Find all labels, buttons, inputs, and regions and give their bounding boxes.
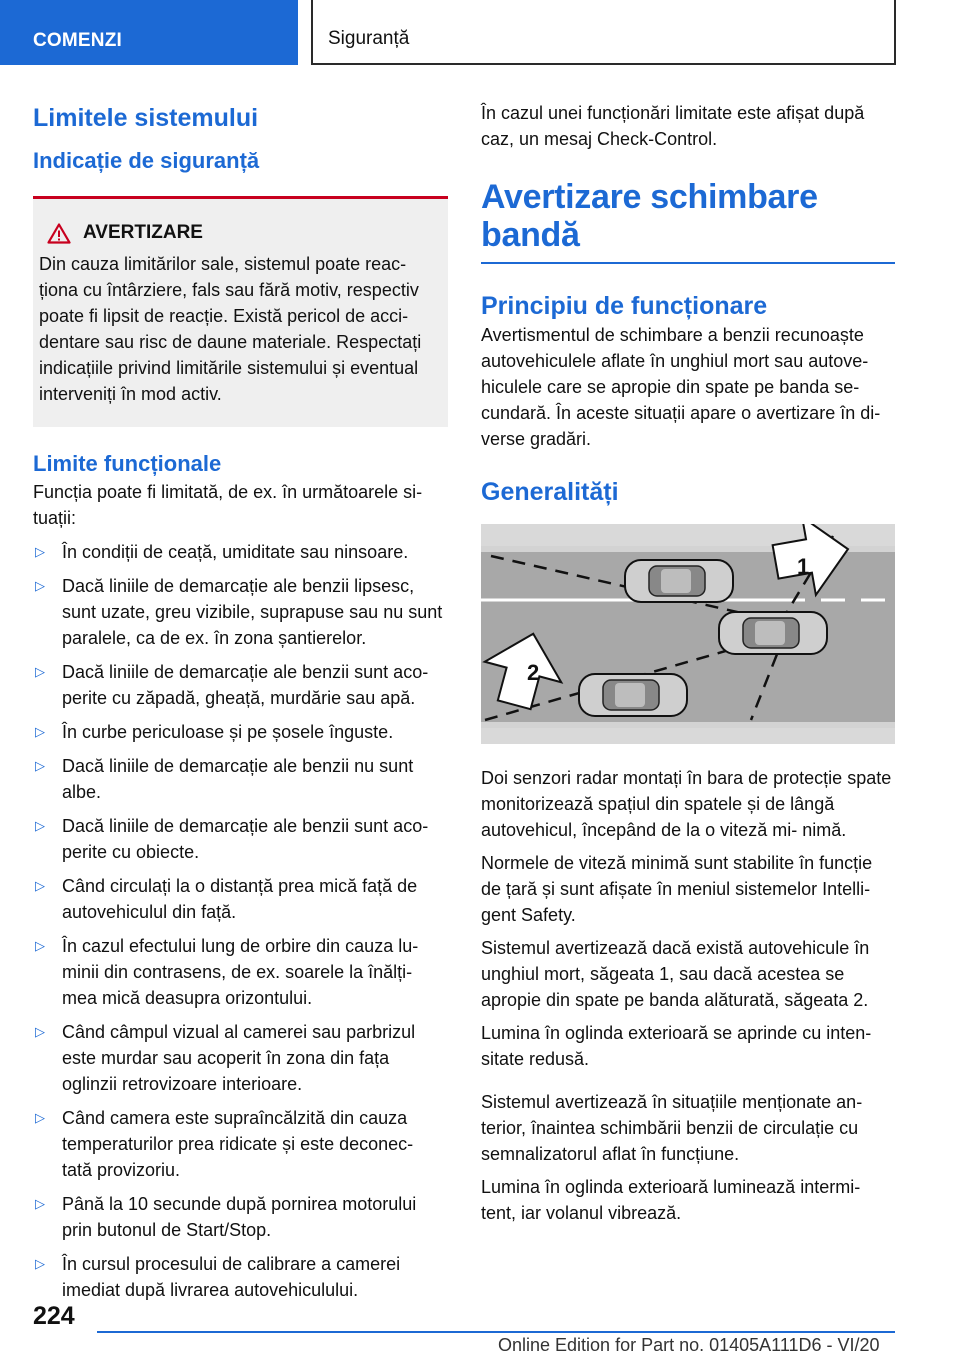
- paragraph: Doi senzori radar montați în bara de protecție spate monitorizează spațiul din spatele și de lângă autovehicul, începând de la o viteză mi‐ nimă.: [481, 768, 892, 840]
- right-column: [481, 100, 895, 1226]
- title-divider: [481, 262, 895, 264]
- list-item: ▷ Până la 10 secunde după pornirea motorului prin butonul de Start/Stop.: [33, 1191, 448, 1243]
- warning-triangle-icon: [47, 223, 71, 244]
- check-control-note: În cazul unei funcționări limitate este afișat după caz, un mesaj Check-Control.: [481, 103, 865, 149]
- list-item: ▷ Dacă liniile de demarcație ale benzii nu sunt albe.: [33, 753, 448, 805]
- section-tab[interactable]: [0, 0, 298, 65]
- triangle-bullet-icon: ▷: [35, 1024, 45, 1039]
- principle-text: Avertismentul de schimbare a benzii recunoaște autovehiculele aflate în unghiul mort sau autove‐ hiculele care se apropie din spate pe banda se‐ cundară. În aceste situații apare o avertizare în di‐ verse gradări.: [481, 325, 881, 449]
- list-item: ▷ Dacă liniile de demarcație ale benzii sunt aco‐ perite cu zăpadă, gheață, murdărie sau apă.: [33, 659, 448, 711]
- triangle-bullet-icon: ▷: [35, 818, 45, 833]
- list-item: ▷ În condiții de ceață, umiditate sau ninsoare.: [33, 539, 448, 565]
- edition-text: Online Edition for Part no. 01405A111D6 - VI/20: [498, 1335, 880, 1355]
- triangle-bullet-icon: ▷: [35, 1256, 45, 1271]
- lane-change-illustration: [481, 524, 895, 744]
- arrow-label-2: 2: [527, 660, 540, 685]
- warning-text: Din cauza limitărilor sale, sistemul poate reac‐ ționa cu întârziere, fals sau fără motiv, respectiv poate fi lipsit de reacție. Există pericol de acci‐ dentare sau risc de daune materiale. Respectați indicațiile privind limitările sistemului și eventual interveniți în mod activ.: [39, 254, 422, 404]
- footer-divider: [97, 1331, 895, 1333]
- paragraph: Lumina în oglinda exterioară luminează intermi‐ tent, iar volanul vibrează.: [481, 1177, 861, 1223]
- topic-label: Siguranță: [328, 28, 410, 49]
- section-label: COMENZI: [33, 30, 123, 51]
- triangle-bullet-icon: ▷: [35, 664, 45, 679]
- list-item: ▷ Dacă liniile de demarcație ale benzii sunt aco‐ perite cu obiecte.: [33, 813, 448, 865]
- functional-limits-intro: Funcția poate fi limitată, de ex. în următoarele si‐ tuații:: [33, 482, 423, 528]
- arrow-label-1: 1: [797, 554, 810, 579]
- triangle-bullet-icon: ▷: [35, 878, 45, 893]
- limits-list: [33, 539, 448, 1303]
- functional-limits-heading: Limite funcționale: [33, 451, 222, 476]
- principle-heading: Principiu de funcționare: [481, 292, 768, 320]
- triangle-bullet-icon: ▷: [35, 1196, 45, 1211]
- own-car: [719, 612, 827, 654]
- car-approaching: [579, 674, 687, 716]
- triangle-bullet-icon: ▷: [35, 1110, 45, 1125]
- lane-change-title: Avertizare schimbare bandă: [481, 178, 818, 254]
- list-item: ▷ În curbe periculoase și pe șosele înguste.: [33, 719, 448, 745]
- paragraph: Sistemul avertizează în situațiile menționate an‐ terior, înaintea schimbării benzii de circulație cu semnalizatorul aflat în funcțiune.: [481, 1092, 863, 1164]
- topic-tab: [311, 0, 896, 65]
- triangle-bullet-icon: ▷: [35, 938, 45, 953]
- general-heading: Generalități: [481, 478, 619, 506]
- paragraph: Lumina în oglinda exterioară se aprinde cu inten‐ sitate redusă.: [481, 1023, 872, 1069]
- paragraph: Normele de viteză minimă sunt stabilite în funcție de țară și sunt afișate în meniul sistemelor Intelli‐ gent Safety.: [481, 853, 873, 925]
- triangle-bullet-icon: ▷: [35, 724, 45, 739]
- list-item: ▷ În cazul efectului lung de orbire din cauza lu‐ minii din contrasens, de ex. soarele la înălți‐ mea mică deasupra orizontului.: [33, 933, 448, 1011]
- safety-heading: Indicație de siguranță: [33, 148, 260, 173]
- triangle-bullet-icon: ▷: [35, 758, 45, 773]
- list-item: ▷ Dacă liniile de demarcație ale benzii lipsesc, sunt uzate, greu vizibile, suprapuse sau nu sunt paralele, ca de ex. în zona șantierelor.: [33, 573, 448, 651]
- warning-box: [33, 196, 448, 427]
- page-number: 224: [33, 1302, 75, 1330]
- paragraph: Sistemul avertizează dacă există autovehicule în unghiul mort, săgeata 1, sau dacă acestea se apropie din spate pe banda alăturată, săgeata 2.: [481, 938, 870, 1010]
- page-title: Limitele sistemului: [33, 104, 259, 132]
- warning-title: AVERTIZARE: [39, 221, 440, 245]
- list-item: ▷ Când camera este supraîncălzită din cauza temperaturilor prea ridicate și este deconec‐ tată provizoriu.: [33, 1105, 448, 1183]
- list-item: ▷ Când câmpul vizual al camerei sau parbrizul este murdar sau acoperit în zona din fața oglinzii retrovizoare interioare.: [33, 1019, 448, 1097]
- triangle-bullet-icon: ▷: [35, 544, 45, 559]
- list-item: ▷ În cursul procesului de calibrare a camerei imediat după livrarea autovehiculului.: [33, 1251, 448, 1303]
- car-blind-spot: [625, 560, 733, 602]
- left-column: [33, 100, 448, 1311]
- triangle-bullet-icon: ▷: [35, 578, 45, 593]
- list-item: ▷ Când circulați la o distanță prea mică față de autovehiculul din față.: [33, 873, 448, 925]
